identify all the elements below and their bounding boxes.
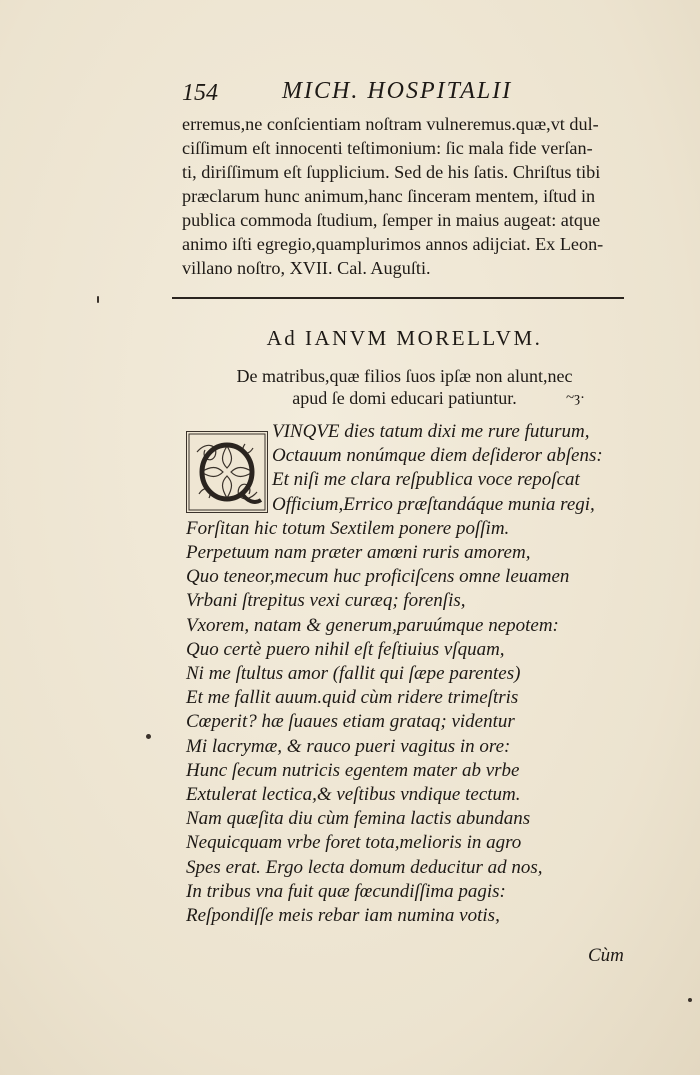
prose-line: ciſſimum eſt innocenti teſtimonium: ſic mala fide verſan- (182, 138, 593, 158)
section-divider (172, 297, 624, 299)
poem-subtitle (182, 365, 627, 409)
prose-line: præclarum hunc animum,hanc ſinceram mentem, iſtud in (182, 186, 596, 206)
verse-line: In tribus vna fuit quæ fœcundiſſima pagis: (186, 880, 506, 902)
verse-line: Quo certè puero nihil eſt feſtiuius vſquam, (186, 638, 505, 660)
prose-paragraph (182, 112, 627, 280)
prose-line: animo iſti egregio,quamplurimos annos adijciat. Ex Leon- (182, 234, 604, 254)
verse-line: Hunc ſecum nutricis egentem mater ab vrbe (186, 759, 520, 781)
verse-line: Octauum nonúmque diem deſideror abſens: (272, 445, 603, 467)
verse-line: VINQVE dies tatum dixi me rure futurum, (272, 421, 590, 442)
verse-line: Cœperit? hæ ſuaues etiam grataq; videntur (186, 711, 515, 733)
verse-line: Mi lacrymæ, & rauco pueri vagitus in ore: (186, 735, 511, 757)
prose-line: publica commoda ſtudium, ſemper in maius augeat: atque (182, 210, 601, 230)
verse-line: Forſitan hic totum Sextilem ponere poſſim. (186, 517, 510, 539)
verse-line: Vrbani ſtrepitus vexi curæq; forenſis, (186, 590, 466, 612)
verse-line: Reſpondiſſe meis rebar iam numina votis, (186, 905, 500, 927)
subtitle-line: De matribus,quæ filios ſuos ipſæ non alunt,nec (236, 366, 573, 386)
verse-line: Nam quæſita diu cùm femina lactis abundans (186, 808, 531, 830)
verse-line: Spes erat. Ergo lecta domum deducitur ad nos, (186, 856, 543, 878)
verse-line: Et niſi me clara reſpublica voce repoſcat (272, 469, 580, 491)
verse-line: Quo teneor,mecum huc proficiſcens omne leuamen (186, 566, 570, 588)
verse-line: Perpetuum nam præter amœni ruris amorem, (186, 542, 531, 564)
prose-line: ti, diriſſimum eſt ſupplicium. Sed de his ſatis. Chriſtus tibi (182, 162, 601, 182)
verse-line: Ni me ſtultus amor (fallit qui ſæpe parentes) (186, 663, 521, 685)
ink-speck (146, 734, 151, 739)
verse-line: Extulerat lectica,& veſtibus vndique tectum. (186, 784, 521, 806)
verse-line: Vxorem, natam & generum,paruúmque nepotem: (186, 614, 559, 636)
prose-line: erremus,ne conſcientiam noſtram vulneremus.quæ,vt dul- (182, 114, 599, 134)
prose-line: villano noſtro, XVII. Cal. Auguſti. (182, 258, 431, 278)
ink-speck (97, 296, 99, 303)
ornament-flourish: ~ȝ· (566, 390, 586, 406)
verse-line: Nequicquam vrbe foret tota,melioris in agro (186, 832, 522, 854)
verse-line: Et me fallit auum.quid cùm ridere trimeſtris (186, 687, 519, 709)
verse-line: Officium,Errico præſtandáque munia regi, (272, 493, 595, 515)
catchword: Cùm (588, 945, 624, 966)
subtitle-line: apud ſe domi educari patiuntur. (292, 388, 517, 408)
page-header (182, 78, 622, 110)
page-number: 154 (182, 80, 218, 106)
ink-speck (688, 998, 692, 1002)
running-title: MICH. HOSPITALII (282, 78, 513, 104)
poem-body (186, 420, 641, 928)
poem-title: Ad IANVM MORELLVM. (266, 326, 543, 350)
